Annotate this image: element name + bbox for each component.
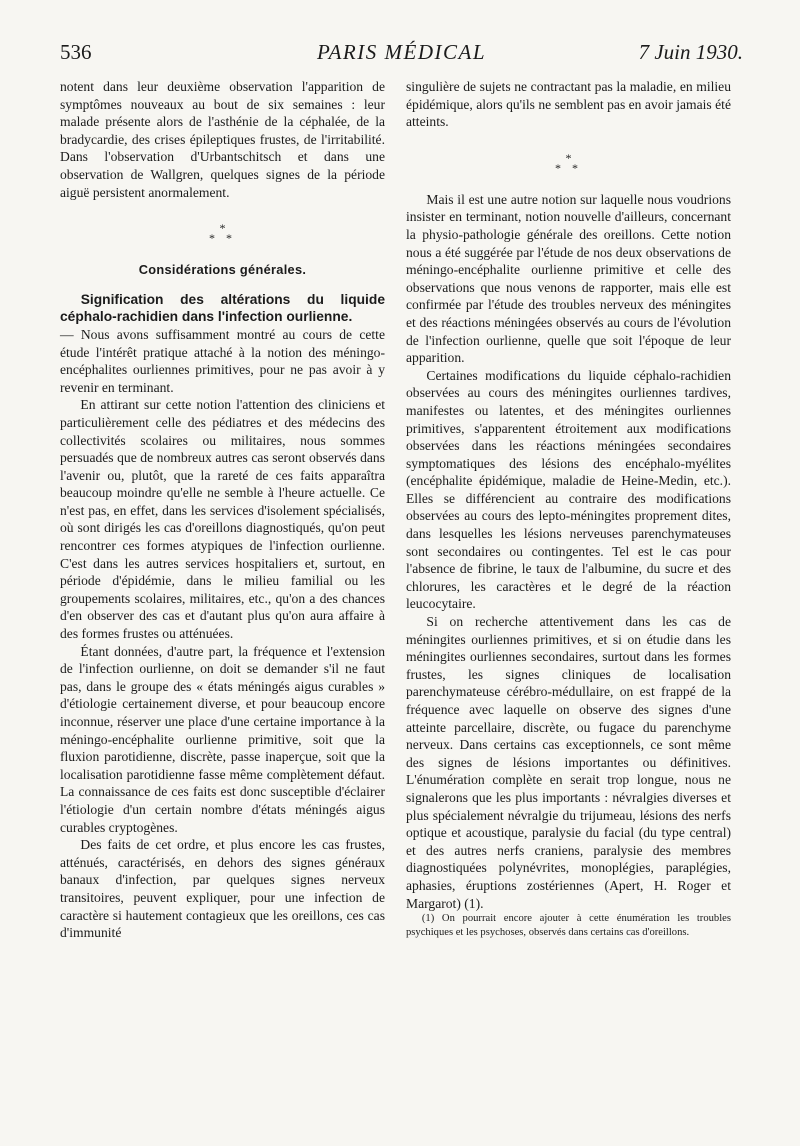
paragraph: notent dans leur deuxième observation l'apparition de symptômes nouveaux au bout de six semaines : leur malade présente alors de l'asthénie de la céphalée, de la bradycardie, des crises épileptiques frustes, de l'irritabilité. Dans l'observation d'Urbantschitsch et dans une observation de Wallgren, quelques signes de la période aiguë persistent anormalement. xyxy=(60,79,385,200)
journal-page xyxy=(60,40,743,1120)
footnote: (1) On pourrait encore ajouter à cette énumération les troubles psychiques et les psychoses, observés dans certains cas d'oreillons. xyxy=(406,913,731,938)
section-separator: * * * xyxy=(555,150,582,175)
paragraph: En attirant sur cette notion l'attention des cliniciens et particulièrement celle des pédiatres et des médecins des collectivités scolaires ou militaires, nous sommes persuadés que de nombreux autres cas seront observés dans l'avenir ou, plutôt, que la rareté de ces faits apparaîtra beaucoup moindre qu'elle ne semble à l'heure actuelle. Ce n'est pas, en effet, dans les services d'isolement spécialisés, où sont dirigés les cas d'oreillons diagnostiqués, qu'on peut rencontrer ces formes atypiques de l'infection ourlienne. C'est dans les autres services hospitaliers et, surtout, en période d'épidémie, dans le milieu familial ou les groupements scolaires, militaires, etc., qu'on a des chances d'en observer des cas et d'autant plus qu'on aura affaire à des formes frustes ou atténuées. xyxy=(60,397,385,642)
paragraph: Mais il est une autre notion sur laquelle nous voudrions insister en terminant, notion nouvelle d'ailleurs, concernant la physio-pathologie générale des oreillons. Cette notion nous a été suggérée par l'étude de nos deux observations de méningo-encéphalite ourlienne primitive et celle des observations que nous venons de rapporter, mais elle est confirmée par l'étude des troubles nerveux des méningites et des réactions méningées observés au cours de l'évolution de l'infection ourlienne, quelle que soit l'époque de leur apparition. xyxy=(406,191,731,366)
paragraph: — Nous avons suffisamment montré au cours de cette étude l'intérêt pratique attaché à la notion des méningo-encéphalites ourliennes primitives, pour ne pas avoir à y revenir en terminant. xyxy=(60,326,385,395)
section-heading: Considérations générales. xyxy=(138,262,307,278)
subheading: Signification des altérations du liquide céphalo-rachidien dans l'infection ourlienne. xyxy=(60,291,385,325)
paragraph: Certaines modifications du liquide céphalo-rachidien observées au cours des méningites ourliennes tardives, manifestes ou latentes, et des méningites ourliennes primitives, s'apparentent étroitement aux modifications observées dans les réactions méningées secondaires symptomatiques des lésions des encéphalo-myélites (encéphalite épidémique, maladie de Heine-Medin, etc.). Elles se différencient au contraire des modifications observées au cours des lepto-méningites proprement dites, dans lesquelles les lésions nerveuses parenchymateuses sont secondaires ou contingentes. Tel est le cas pour l'absence de fibrine, le taux de l'albumine, du sucre et des chlorures, les caractères et le degré de la réaction leucocytaire. xyxy=(406,367,731,612)
left-column xyxy=(60,78,385,942)
paragraph: Étant données, d'autre part, la fréquence et l'extension de l'infection ourlienne, on doit se demander s'il ne faut pas, dans le groupe des « états méningés aigus curables » d'étiologie certainement diverse, et pour beaucoup encore inconnue, réserver une place d'une certaine importance à la méningo-encéphalite ourlienne primitive, soit que la fluxion parotidienne, discrète, passe inaperçue, soit que la localisation parotidienne fasse même complètement défaut. La connaissance de ces faits est donc susceptible d'éclairer l'étiologie d'un certain nombre d'états méningés aigus curables cryptogènes. xyxy=(60,643,385,835)
issue-date: 7 Juin 1930. xyxy=(638,40,743,64)
section-separator: * * * xyxy=(209,221,236,246)
paragraph: singulière de sujets ne contractant pas la maladie, en milieu épidémique, alors qu'ils ne semblent pas en avoir jamais été atteints. xyxy=(406,79,731,130)
journal-title: PARIS MÉDICAL xyxy=(316,40,486,64)
page-number: 536 xyxy=(60,40,92,64)
paragraph: Si on recherche attentivement dans les cas de méningites ourliennes primitives, et si on étudie dans les méningites ourliennes secondaires, surtout dans les formes frustes, les signes cliniques de localisation parenchymateuse cérébro-médullaire, on est frappé de la fréquence avec laquelle on observe des signes d'une atteinte parcellaire, discrète, ou fugace du parenchyme nerveux. Dans certains cas exceptionnels, ce sont même des signes de lésions importantes ou définitives. L'énumération complète en serait trop longue, nous ne signalerons que les plus importants : névralgies diverses et plus spécialement névralgie du trijumeau, lésions des nerfs optique et acoustique, paralysie du facial (du type central) et des autres nerfs craniens, paralysie des membres diagnostiquées polynévrites, monoplégies, paraplégies, aphasies, éruptions zostériennes (Apert, H. Roger et Margarot) (1). xyxy=(406,614,731,911)
right-column xyxy=(406,78,731,939)
page-header xyxy=(60,40,743,70)
paragraph: Des faits de cet ordre, et plus encore les cas frustes, atténués, caractérisés, en dehors des signes généraux banaux d'infection, par quelques signes nerveux transitoires, peuvent expliquer, pour une infection de caractère si hautement contagieux que les oreillons, ces cas d'immunité xyxy=(60,837,385,941)
